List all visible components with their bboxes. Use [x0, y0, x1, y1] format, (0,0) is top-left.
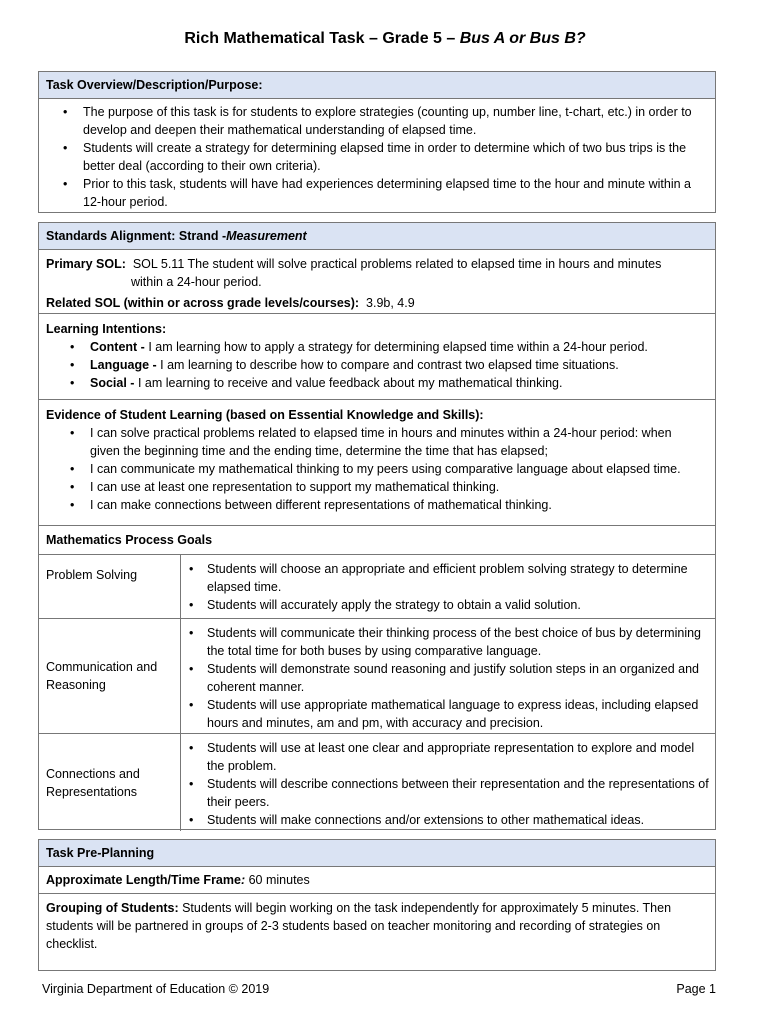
overview-section	[38, 71, 716, 213]
overview-list	[39, 103, 709, 211]
page-footer	[42, 982, 716, 996]
standards-header: Standards Alignment: Strand - Measurement	[39, 223, 715, 250]
list-item: • I can make connections between different representations of mathematical thinking.	[46, 496, 688, 514]
page-number: Page 1	[676, 982, 716, 996]
process-goals-label: Mathematics Process Goals	[39, 526, 715, 555]
list-item: • Social - I am learning to receive and value feedback about my mathematical thinking.	[46, 374, 708, 392]
related-sol-label: Related SOL (within or across grade levels/courses):	[46, 296, 360, 310]
list-item: • Content - I am learning how to apply a strategy for determining elapsed time within a 24-hour period.	[46, 338, 708, 356]
grouping-row	[39, 894, 715, 959]
length-value: 60 minutes	[245, 873, 310, 887]
goal-row-connections	[39, 734, 715, 831]
sol-block	[39, 250, 715, 314]
goal-name: Problem Solving	[39, 555, 181, 618]
evidence-label: Evidence of Student Learning (based on Essential Knowledge and Skills):	[46, 408, 484, 422]
list-item: • The purpose of this task is for students to explore strategies (counting up, number line, t-chart, etc.) in order to develop and deepen their mathematical understanding of elapsed time.	[39, 103, 709, 139]
primary-sol-text: SOL 5.11 The student will solve practical problems related to elapsed time in hours and minutes	[132, 257, 662, 271]
list-item: • I can communicate my mathematical thinking to my peers using comparative language about elapsed time.	[46, 460, 688, 478]
strand-name: Measurement	[226, 229, 307, 243]
grouping-text: Students will begin working on the task independently for approximately 5 minutes. Then students will be partnered in groups of 2-3 students based on teacher monitoring and recording of strategies on checklist.	[46, 901, 672, 951]
intentions-label: Learning Intentions:	[46, 322, 167, 336]
list-item: • Students will choose an appropriate and efficient problem solving strategy to determine elapsed time.	[181, 560, 709, 596]
goal-row-problem-solving	[39, 555, 715, 619]
page-title-italic: Bus A or Bus B?	[459, 30, 586, 47]
list-item: • Students will create a strategy for determining elapsed time in order to determine which of two bus trips is the better deal (according to their own criteria).	[39, 139, 709, 175]
list-item: • Language - I am learning to describe how to compare and contrast two elapsed time situations.	[46, 356, 708, 374]
standards-section	[38, 222, 716, 830]
page-title: Rich Mathematical Task – Grade 5 – Bus A or Bus B?	[184, 30, 586, 47]
list-item: • Students will use at least one clear and appropriate representation to explore and model the problem.	[181, 739, 709, 775]
goal-name: Connections and Representations	[39, 734, 181, 831]
evidence-block	[39, 400, 715, 526]
list-item: • I can use at least one representation to support my mathematical thinking.	[46, 478, 688, 496]
primary-sol-text-cont: within a 24-hour period.	[131, 275, 262, 289]
length-label: Approximate Length/Time Frame	[46, 873, 241, 887]
preplanning-section	[38, 839, 716, 971]
primary-sol-label: Primary SOL:	[46, 257, 126, 271]
list-item: • Students will make connections and/or extensions to other mathematical ideas.	[181, 811, 709, 829]
list-item: • Prior to this task, students will have had experiences determining elapsed time to the hour and minute within a 12-hour period.	[39, 175, 709, 211]
list-item: • Students will accurately apply the strategy to obtain a valid solution.	[181, 596, 709, 614]
length-row: Approximate Length/Time Frame: 60 minutes	[39, 867, 715, 894]
list-item: • I can solve practical problems related to elapsed time in hours and minutes within a 24-hour period: when given the beginning time and the ending time, determine the time that has elapsed;	[46, 424, 688, 460]
grouping-label: Grouping of Students:	[46, 901, 179, 915]
overview-header: Task Overview/Description/Purpose:	[39, 72, 715, 99]
intentions-block	[39, 314, 715, 400]
goal-row-communication	[39, 619, 715, 734]
goal-name: Communication and Reasoning	[39, 619, 181, 733]
list-item: • Students will describe connections between their representation and the representations of their peers.	[181, 775, 709, 811]
list-item: • Students will communicate their thinking process of the best choice of bus by determining the total time for both buses by using comparative language.	[181, 624, 709, 660]
list-item: • Students will use appropriate mathematical language to express ideas, including elapsed hours and minutes, am and pm, with accuracy and precision.	[181, 696, 709, 732]
list-item: • Students will demonstrate sound reasoning and justify solution steps in an organized and coherent manner.	[181, 660, 709, 696]
related-sol-text: 3.9b, 4.9	[366, 296, 415, 310]
preplanning-header: Task Pre-Planning	[39, 840, 715, 867]
footer-copyright: Virginia Department of Education © 2019	[42, 982, 270, 996]
